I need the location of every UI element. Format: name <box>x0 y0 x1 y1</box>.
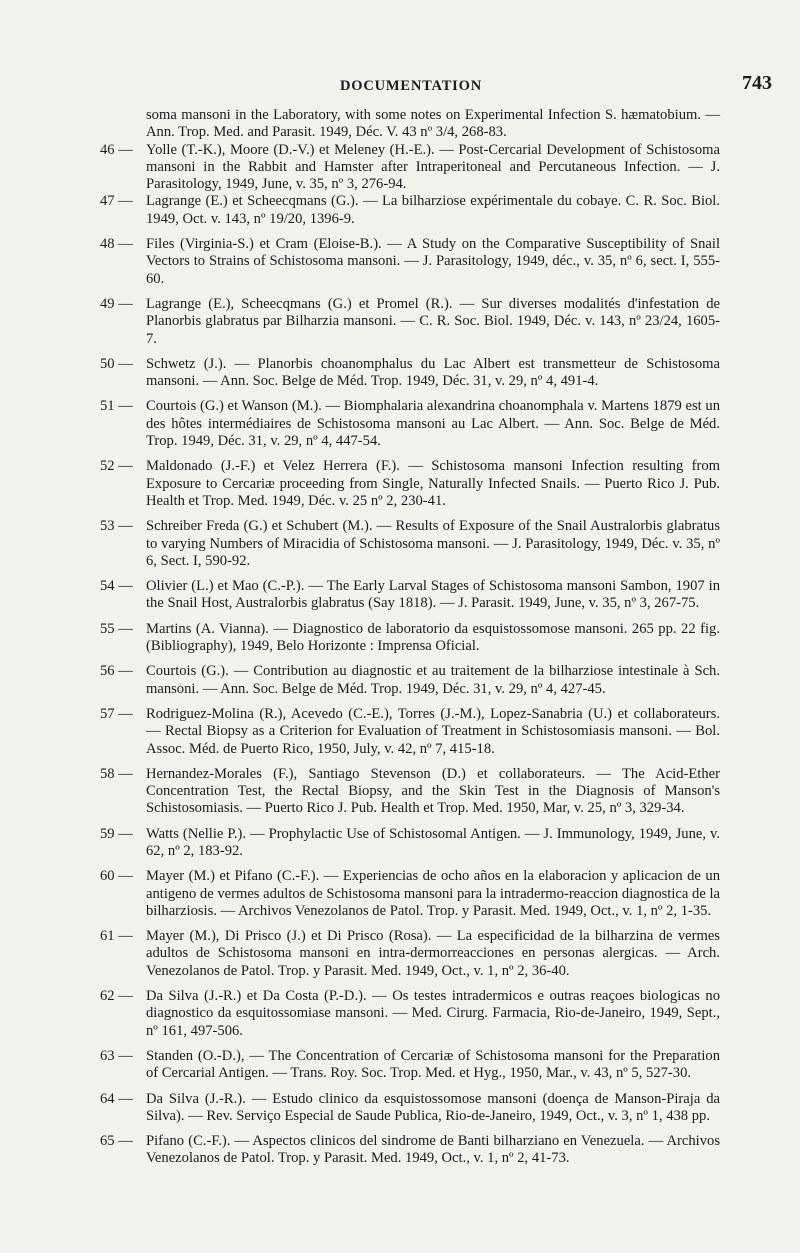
entry-text: Mayer (M.), Di Prisco (J.) et Di Prisco (Rosa). — La especificidad de la bilharzina de vermes adultos de Schistosoma mansoni en intra-dermorreacciones en personas alergicas. — Arch. Venezolanos de Patol. Trop. y Parasit. Med. 1949, Oct., v. 1, nº 2, 36-40. <box>146 928 720 979</box>
entry-text: Courtois (G.) et Wanson (M.). — Biomphalaria alexandrina choanomphala v. Martens 1879 est un des hôtes intermédiaires de Schistosoma mansoni au Lac Albert. — Ann. Soc. Belge de Méd. Trop. 1949, Déc. 31, v. 29, nº 4, 447-54. <box>146 398 720 450</box>
bibliography-entry <box>0 868 800 920</box>
entry-text: Olivier (L.) et Mao (C.-P.). — The Early Larval Stages of Schistosoma mansoni Sambon, 1907 in the Snail Host, Australorbis glabratus (Say 1818). — J. Parasit. 1949, June, v. 35, nº 3, 267-75. <box>146 578 720 612</box>
entry-text: Mayer (M.) et Pifano (C.-F.). — Experiencias de ocho años en la elaboracion y aplicacion de un antigeno de vermes adultos de Schistosoma mansoni para la intradermo-reaccion diagnostica de la bilharziosis. — Archivos Venezolanos de Patol. Trop. y Parasit. Med. 1949, Oct., v. 1, nº 2, 1-35. <box>146 868 720 919</box>
entry-number: 49 — <box>100 295 133 312</box>
entry-number: 50 — <box>100 355 133 372</box>
entry-text: Schwetz (J.). — Planorbis choanomphalus du Lac Albert est transmetteur de Schistosoma mansoni. — Ann. Soc. Belge de Méd. Trop. 1949, Déc. 31, v. 29, nº 4, 491-4. <box>146 355 720 390</box>
bibliography-entry <box>0 236 800 288</box>
bibliography-entry <box>0 1048 800 1083</box>
bibliography-entry <box>0 663 800 698</box>
bibliography-entry <box>0 1133 800 1168</box>
bibliography-list <box>0 107 800 1168</box>
entry-number: 55 — <box>100 620 133 637</box>
entry-text: Maldonado (J.-F.) et Velez Herrera (F.). — Schistosoma mansoni Infection resulting from Exposure to Cercariæ proceeding from Single, Naturally Infected Snails. — Puerto Rico J. Pub. Health et Trop. Med. 1949, Déc. v. 25 nº 2, 230-41. <box>146 458 720 509</box>
entry-number: 46 — <box>100 141 133 158</box>
entry-number: 59 — <box>100 825 133 842</box>
bibliography-entry <box>0 458 800 510</box>
bibliography-entry <box>0 356 800 391</box>
entry-text: Watts (Nellie P.). — Prophylactic Use of Schistosomal Antigen. — J. Immunology, 1949, June, v. 62, nº 2, 183-92. <box>146 825 720 859</box>
bibliography-entry <box>0 766 800 818</box>
entry-number: 48 — <box>100 236 133 253</box>
entry-number: 63 — <box>100 1047 133 1064</box>
bibliography-entry-continued <box>0 107 800 142</box>
entry-text: Lagrange (E.) et Scheecqmans (G.). — La bilharziose expérimentale du cobaye. C. R. Soc. Biol. 1949, Oct. v. 143, nº 19/20, 1396-9. <box>146 193 720 227</box>
running-head <box>0 74 800 104</box>
entry-text: Da Silva (J.-R.) et Da Costa (P.-D.). — Os testes intradermicos e outras reaçoes biologicas no diagnostico da esquitossomiase mansoni. — Med. Cirurg. Farmacia, Rio-de-Janeiro, 1949, Sept., nº 161, 497-506. <box>146 988 720 1039</box>
entry-text: Lagrange (E.), Scheecqmans (G.) et Promel (R.). — Sur diverses modalités d'infestation de Planorbis glabratus par Bilharzia mansoni. — C. R. Soc. Biol. 1949, Déc. v. 143, nº 23/24, 1605-7. <box>146 295 720 347</box>
bibliography-entry <box>0 142 800 194</box>
entry-number: 62 — <box>100 988 133 1005</box>
entry-number: 58 — <box>100 765 133 782</box>
entry-number: 51 — <box>100 398 133 415</box>
entry-text: Schreiber Freda (G.) et Schubert (M.). — Results of Exposure of the Snail Australorbis glabratus to varying Numbers of Miracidia of Schistosoma mansoni. — J. Parasitology, 1949, Déc. v. 35, nº 6, Sect. I, 590-92. <box>146 518 720 569</box>
entry-number: 60 — <box>100 868 133 885</box>
bibliography-entry <box>0 193 800 228</box>
entry-number: 65 — <box>100 1133 133 1150</box>
entry-number: 53 — <box>100 518 133 535</box>
bibliography-entry <box>0 988 800 1040</box>
entry-number: 56 — <box>100 663 133 680</box>
entry-text: Pifano (C.-F.). — Aspectos clinicos del sindrome de Banti bilharziano en Venezuela. — Archivos Venezolanos de Patol. Trop. y Parasit. Med. 1949, Oct., v. 1, nº 2, 41-73. <box>146 1133 720 1167</box>
bibliography-entry <box>0 578 800 613</box>
entry-text: Courtois (G.). — Contribution au diagnostic et au traitement de la bilharziose intestinale à Sch. mansoni. — Ann. Soc. Belge de Méd. Trop. 1949, Déc. 31, v. 29, nº 4, 427-45. <box>146 663 720 697</box>
entry-text: Files (Virginia-S.) et Cram (Eloise-B.). — A Study on the Comparative Susceptibility of Snail Vectors to Strains of Schistosoma mansoni. — J. Parasitology, 1949, déc., v. 35, nº 6, sect. I, 555-60. <box>146 236 720 287</box>
bibliography-entry <box>0 1091 800 1126</box>
bibliography-entry <box>0 398 800 450</box>
entry-text: soma mansoni in the Laboratory, with some notes on Experimental Infection S. hæmatobium. — Ann. Trop. Med. and Parasit. 1949, Déc. V. 43 nº 3/4, 268-83. <box>146 107 720 141</box>
entry-number: 52 — <box>100 458 133 475</box>
bibliography-entry <box>0 518 800 570</box>
entry-text: Standen (O.-D.), — The Concentration of Cercariæ of Schistosoma mansoni for the Preparation of Cercarial Antigen. — Trans. Roy. Soc. Trop. Med. et Hyg., 1950, Mar., v. 43, nº 5, 527-30. <box>146 1047 720 1082</box>
bibliography-entry <box>0 706 800 758</box>
entry-number: 54 — <box>100 578 133 595</box>
running-title: DOCUMENTATION <box>340 78 482 94</box>
bibliography-entry <box>0 826 800 861</box>
entry-text: Martins (A. Vianna). — Diagnostico de laboratorio da esquistossomose mansoni. 265 pp. 22 fig. (Bibliography), 1949, Belo Horizonte : Imprensa Oficial. <box>146 620 720 655</box>
page-number: 743 <box>742 72 772 94</box>
bibliography-entry <box>0 928 800 980</box>
bibliography-entry <box>0 621 800 656</box>
entry-number: 64 — <box>100 1090 133 1107</box>
entry-number: 57 — <box>100 705 133 722</box>
entry-number: 61 — <box>100 928 133 945</box>
entry-text: Da Silva (J.-R.). — Estudo clinico da esquistossomose mansoni (doença de Manson-Piraja da Silva). — Rev. Serviço Especial de Saude Publica, Rio-de-Janeiro, 1949, Oct., v. 3, nº 1, 438 pp. <box>146 1090 720 1124</box>
entry-number: 47 — <box>100 193 133 210</box>
entry-text: Rodriguez-Molina (R.), Acevedo (C.-E.), Torres (J.-M.), Lopez-Sanabria (U.) et collaborateurs. — Rectal Biopsy as a Criterion for Evaluation of Treatment in Schistosomiasis mansoni. — Bol. Assoc. Méd. de Puerto Rico, 1950, July, v. 42, nº 7, 415-18. <box>146 705 720 757</box>
entry-text: Yolle (T.-K.), Moore (D.-V.) et Meleney (H.-E.). — Post-Cercarial Development of Schistosoma mansoni in the Rabbit and Hamster after Intraperitoneal and Percutaneous Infection. — J. Parasitology, 1949, June, v. 35, nº 3, 276-94. <box>146 141 720 193</box>
bibliography-entry <box>0 296 800 348</box>
entry-text: Hernandez-Morales (F.), Santiago Stevenson (D.) et collaborateurs. — The Acid-Ether Concentration Test, the Rectal Biopsy, and the Skin Test in the Diagnosis of Manson's Schistosomiasis. — Puerto Rico J. Pub. Health et Trop. Med. 1950, Mar, v. 25, nº 3, 329-34. <box>146 765 720 817</box>
